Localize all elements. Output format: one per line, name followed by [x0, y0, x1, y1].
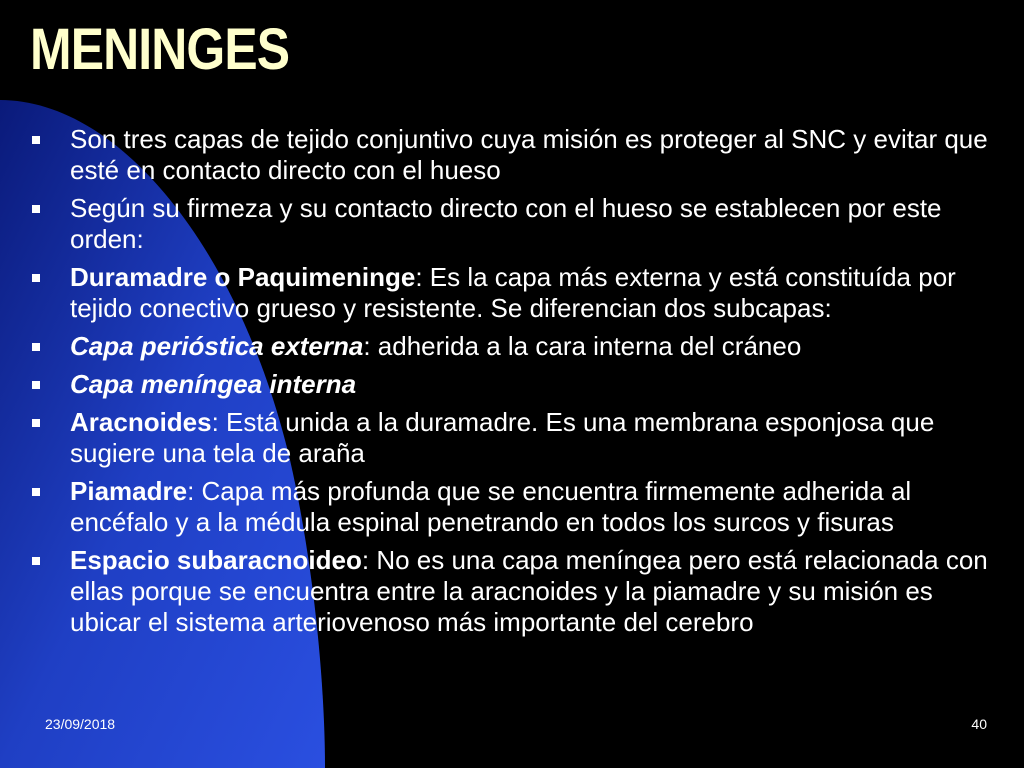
slide-title: MENINGES: [30, 17, 290, 82]
bullet-item: [30, 193, 1010, 255]
bullet-text: : Es la capa más externa y está constituída por tejido conectivo grueso y resistente. Se diferencian dos subcapas:: [70, 262, 956, 323]
bullet-item: [30, 331, 1010, 362]
bullet-item: [30, 407, 1010, 469]
bullet-item: [30, 476, 1010, 538]
square-bullet-icon: [32, 343, 40, 351]
square-bullet-icon: [32, 205, 40, 213]
bullet-text: Según su firmeza y su contacto directo con el hueso se establecen por este orden:: [70, 193, 942, 254]
bullet-item: [30, 262, 1010, 324]
square-bullet-icon: [32, 136, 40, 144]
bullet-lead-term: Capa perióstica externa: [70, 331, 364, 361]
square-bullet-icon: [32, 419, 40, 427]
bullet-lead-term: Espacio subaracnoideo: [70, 545, 362, 575]
bullet-lead-term: Duramadre o Paquimeninge: [70, 262, 416, 292]
bullet-text: : Capa más profunda que se encuentra firmemente adherida al encéfalo y a la médula espinal penetrando en todos los surcos y fisuras: [70, 476, 912, 537]
bullet-item: [30, 369, 1010, 400]
bullet-lead-term: Capa meníngea interna: [70, 369, 357, 399]
bullet-lead-term: Aracnoides: [70, 407, 212, 437]
square-bullet-icon: [32, 381, 40, 389]
bullet-item: [30, 124, 1010, 186]
bullet-text: : adherida a la cara interna del cráneo: [363, 331, 802, 361]
bullet-lead-term: Piamadre: [70, 476, 188, 506]
bullet-text: : No es una capa meníngea pero está relacionada con ellas porque se encuentra entre la aracnoides y la piamadre y su misión es ubicar el sistema arteriovenoso más importante del cerebro: [70, 545, 988, 637]
square-bullet-icon: [32, 488, 40, 496]
page-number: 40: [971, 716, 987, 732]
bullet-text: Son tres capas de tejido conjuntivo cuya misión es proteger al SNC y evitar que esté en contacto directo con el hueso: [70, 124, 988, 185]
square-bullet-icon: [32, 274, 40, 282]
square-bullet-icon: [32, 557, 40, 565]
bullet-list: [30, 124, 1010, 645]
footer-date: 23/09/2018: [45, 716, 116, 732]
bullet-item: [30, 545, 1010, 638]
bullet-text: : Está unida a la duramadre. Es una membrana esponjosa que sugiere una tela de araña: [70, 407, 935, 468]
